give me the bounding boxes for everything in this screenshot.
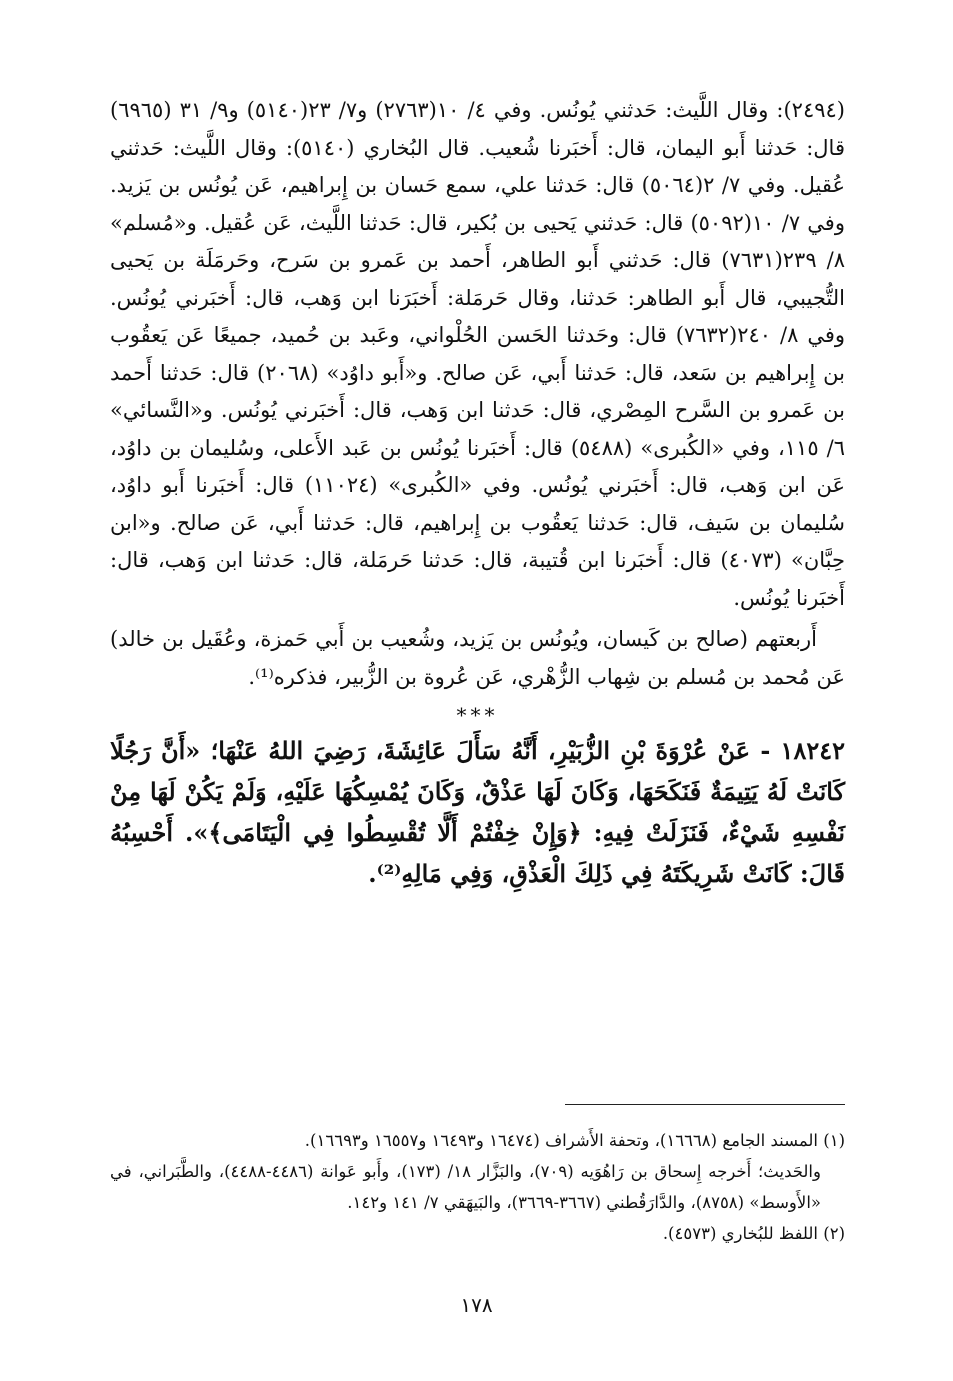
page-body [110, 92, 845, 894]
takhrij-paragraph: (٢٤٩٤): وقال اللَّيث: حَدثني يُونُس. وفي ٤/ ١٠(٢٧٦٣) و٧/ ٢٣(٥١٤٠) و٩/ ٣١ (٦٩٦٥) قال: حَدثنا أَبو اليمان، قال: أَخبَرنا شُعيب. قال البُخاري (٥١٤٠): وقال اللَّيث: حَدثني عُقيل. وفي ٧/ ٢(٥٠٦٤) قال: حَدثنا علي، سمع حَسان بن إِبراهيم، عَن يُونُس بن يَزيد. وفي ٧/ ١٠(٥٠٩٢) قال: حَدثني يَحيى بن بُكير، قال: حَدثنا اللَّيث، عَن عُقيل. و«مُسلم» ٨/ ٢٣٩(٧٦٣١) قال: حَدثني أَبو الطاهر، أَحمد بن عَمرو بن سَرح، وحَرمَلَة بن يَحيى التُّجيبي، قال أَبو الطاهر: حَدثنا، وقال حَرمَلة: أَخبَرَنا ابن وَهب، قال: أَخبَرني يُونُس. وفي ٨/ ٢٤٠(٧٦٣٢) قال: وحَدثنا الحَسن الحُلْواني، وعَبد بن حُميد، جميعًا عَن يَعقُوب بن إِبراهيم بن سَعد، قال: حَدثنا أَبي، عَن صالح. و«أَبو داوُد» (٢٠٦٨) قال: حَدثنا أَحمد بن عَمرو بن السَّرح المِصْري، قال: حَدثنا ابن وَهب، قال: أَخبَرني يُونُس. و«النَّسائي» ٦/ ١١٥، وفي «الكُبرى» (٥٤٨٨) قال: أَخبَرنا يُونُس بن عَبد الأَعلى، وسُليمان بن داوُد، عَن ابن وَهب، قال: أَخبَرني يُونُس. وفي «الكُبرى» (١١٠٢٤) قال: أَخبَرنا أَبو داوُد، سُليمان بن سَيف، قال: حَدثنا يَعقُوب بن إِبراهيم، قال: حَدثنا أَبي، عَن صالح. و«ابن حِبَّان» (٤٠٧٣) قال: أَخبَرنا ابن قُتيبة، قال: حَدثنا حَرمَلة، قال: حَدثنا ابن وَهب، قال: أَخبَرنا يُونُس. [110, 98, 846, 610]
footnotes [110, 1125, 845, 1249]
isnad-summary-paragraph: أَربعتهم (صالح بن كَيسان، ويُونُس بن يَزيد، وشُعيب بن أَبي حَمزة، وعُقَيل بن خالد) عَن مُحمد بن مُسلم بن شِهاب الزُّهْري، عَن عُروة بن الزُّبير، فذكره⁽¹⁾. [110, 627, 845, 689]
footnote-1-continuation: والحَديث؛ أَخرجه إِسحاق بن رَاهُوَيه (٧٠٩)، والبَزَّار ١٨/ (١٧٣)، وأَبو عَوانة (٤٤٨٦-٤٤٨٨)، والطَّبَراني، في «الأَوسط» (٨٧٥٨)، والدَّارَقُطني (٣٦٦٧-٣٦٦٩)، والبَيهَقي ٧/ ١٤١ و١٤٢. [110, 1162, 821, 1212]
section-separator: *** [456, 703, 499, 727]
footnote-2: (٢) اللفظ للبُخاري (٤٥٧٣). [662, 1224, 845, 1243]
hadith-paragraph [110, 730, 845, 894]
hadith-text: - عَنْ عُرْوَةَ بْنِ الزُّبَيْرِ، أَنَّهُ سَأَلَ عَائِشَةَ، رَضِيَ اللهُ عَنْهَا؛ «أَنَّ رَجُلًا كَانَتْ لَهُ يَتِيمَةٌ فَنَكَحَهَا، وَكَانَ لَهَا عَذْقٌ، وَكَانَ يُمْسِكُهَا عَلَيْهِ، وَلَمْ يَكُنْ لَهَا مِنْ نَفْسِهِ شَيْءٌ، فَنَزَلَتْ فِيهِ: ﴿وَإِنْ خِفْتُمْ أَلَّا تُقْسِطُوا فِي الْيَتَامَى﴾». أَحْسِبُهُ قَالَ: كَانَتْ شَرِيكَتَهُ فِي ذَلِكَ الْعَذْقِ، وَفِي مَالِهِ⁽²⁾. [110, 736, 845, 888]
hadith-number: ١٨٢٤٢ [780, 736, 845, 765]
footnote-1: (١) المسند الجامع (١٦٦٦٨)، وتحفة الأَشراف (١٦٤٧٤ و١٦٤٩٣ و١٦٥٥٧ و١٦٦٩٣). [304, 1131, 845, 1150]
page-number: ١٧٨ [460, 1293, 493, 1317]
footnote-divider [565, 1104, 845, 1105]
